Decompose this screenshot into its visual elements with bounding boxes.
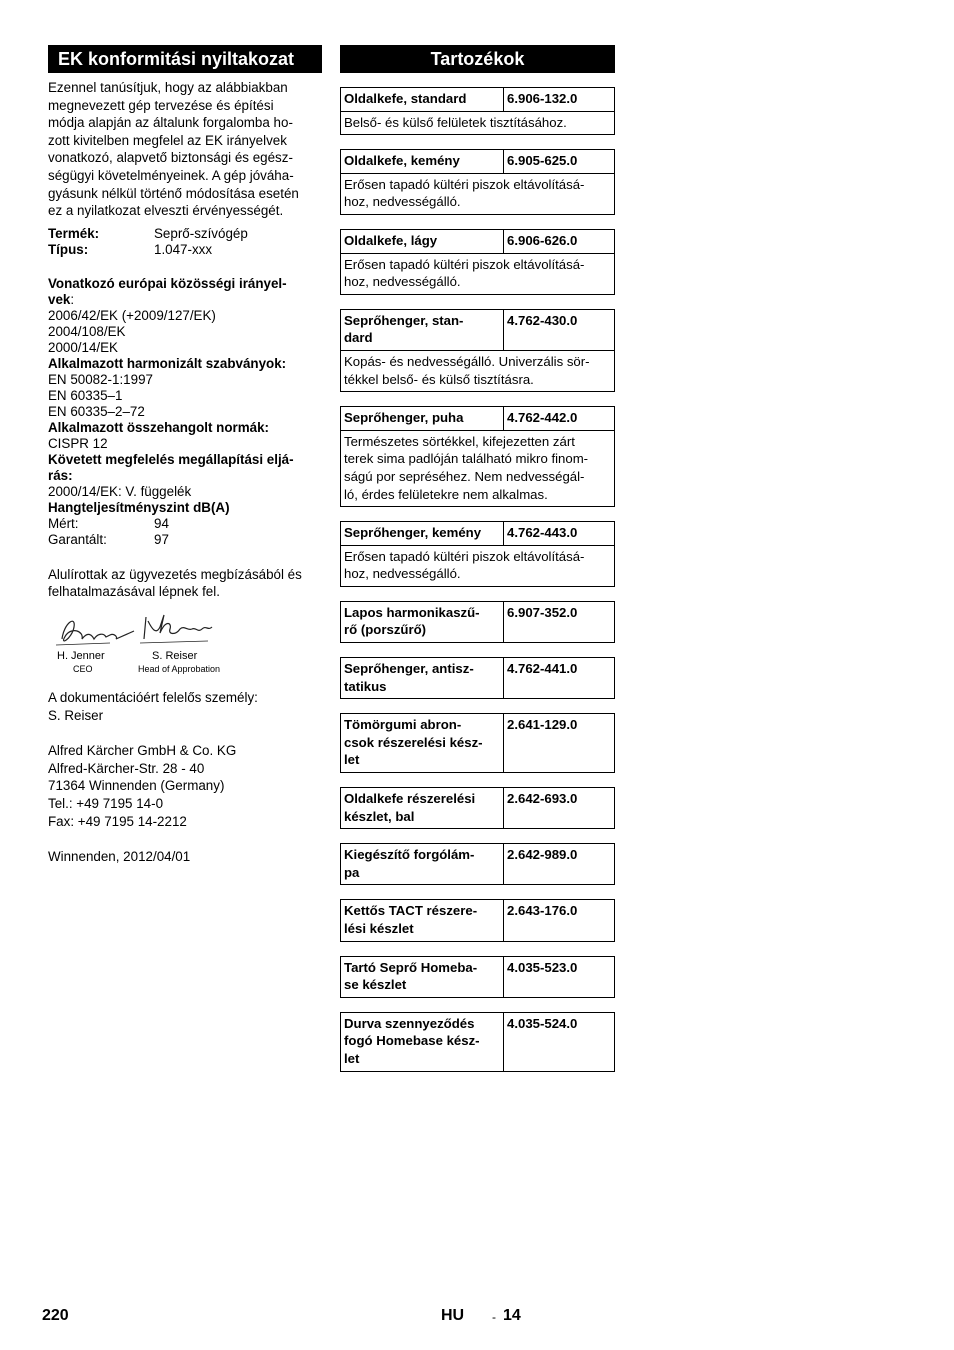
accessory-header-row <box>341 88 614 111</box>
accessory-name <box>341 522 504 545</box>
accessory-description-line: hoz, nedvességálló. <box>344 566 461 582</box>
address-line: Alfred-Kärcher-Str. 28 - 40 <box>48 760 205 776</box>
accessory-name <box>341 1013 504 1071</box>
accessory-description <box>341 545 614 586</box>
accessory-order-number: 2.641-129.0 <box>507 717 578 733</box>
accessory-name-line: Oldalkefe, standard <box>344 91 467 106</box>
place-date: Winnenden, 2012/04/01 <box>48 849 191 865</box>
accessory-name-line: Seprőhenger, kemény <box>344 525 482 541</box>
accessory-item <box>340 309 615 392</box>
page-number: 220 <box>42 1307 69 1324</box>
address-line: Fax: +49 7195 14-2212 <box>48 813 187 829</box>
accessory-name-line: dard <box>344 330 373 346</box>
accessory-item <box>340 713 615 773</box>
accessory-order-number: 6.907-352.0 <box>507 604 578 620</box>
accessory-description-line: hoz, nedvességálló. <box>344 274 461 290</box>
accessory-description-line: Természetes sörtékkel, kifejezetten zárt <box>344 433 575 449</box>
accessory-name <box>341 88 504 111</box>
standard-item: EN 50082-1:1997 <box>48 371 153 387</box>
directives-heading-cont: vek <box>48 291 71 307</box>
accessory-description-line: Kopás- és nedvességálló. Univerzális sör- <box>344 353 590 369</box>
directives-colon: : <box>70 291 75 307</box>
accessory-item <box>340 899 615 941</box>
measured-row <box>48 516 322 532</box>
type-label: Típus: <box>48 241 89 257</box>
accessory-name-line: pa <box>344 864 360 880</box>
signer-2-name: S. Reiser <box>152 649 198 662</box>
accessory-item <box>340 149 615 215</box>
accessories-list <box>340 87 615 1072</box>
accessory-description <box>341 173 614 214</box>
standard-item: EN 60335–1 <box>48 387 123 403</box>
intro-line: ez a nyilatkozat elveszti érvényességét. <box>48 203 284 219</box>
accessory-name-line: Seprőhenger, antisz- <box>344 661 474 677</box>
intro-line: zott kivitelben megfelel az EK irányelvek <box>48 132 287 148</box>
accessory-order-number: 2.642-989.0 <box>507 847 578 863</box>
product-label: Termék: <box>48 225 100 241</box>
accessory-item <box>340 601 615 643</box>
accessory-order-number: 6.905-625.0 <box>507 153 578 169</box>
doc-responsible-line: A dokumentációért felelős személy: <box>48 689 258 705</box>
norms-heading: Alkalmazott összehangolt normák: <box>48 419 269 435</box>
accessory-name-line: let <box>344 1050 360 1066</box>
regulatory-info <box>48 276 322 548</box>
accessory-order-number: 4.035-524.0 <box>507 1015 578 1031</box>
address-line: Alfred Kärcher GmbH & Co. KG <box>48 743 237 759</box>
accessory-item <box>340 87 615 135</box>
accessory-header-row <box>341 407 614 430</box>
accessory-name <box>341 407 504 430</box>
signed-line: felhatalmazásával lépnek fel. <box>48 584 220 600</box>
accessory-item <box>340 229 615 295</box>
product-value: Seprő-szívógép <box>154 225 248 241</box>
accessory-order-number: 4.762-443.0 <box>507 525 578 541</box>
sub-page-number: 14 <box>503 1307 521 1324</box>
address-line: Tel.: +49 7195 14-0 <box>48 795 164 811</box>
doc-responsible-line: S. Reiser <box>48 707 104 723</box>
accessory-name-line: se készlet <box>344 977 407 993</box>
guaranteed-value: 97 <box>154 531 169 547</box>
accessory-name-line: Kiegészítő forgólám- <box>344 847 475 863</box>
declaration-title: EK konformitási nyiltakozat <box>48 45 322 73</box>
accessory-name-line: Durva szennyeződés <box>344 1015 475 1031</box>
directives-heading: Vonatkozó európai közösségi irányel- <box>48 275 287 291</box>
accessory-name <box>341 602 504 642</box>
accessory-order-number: 4.035-523.0 <box>507 959 578 975</box>
accessory-name-line: Seprőhenger, puha <box>344 410 464 426</box>
accessory-name-line: lési készlet <box>344 921 414 936</box>
intro-line: Ezennel tanúsítjuk, hogy az alábbiakban <box>48 80 288 95</box>
accessory-header-row <box>341 522 614 545</box>
accessory-name-line: Seprőhenger, stan- <box>344 312 464 328</box>
language-code: HU <box>441 1307 465 1324</box>
accessory-header-row <box>341 310 614 350</box>
accessory-name <box>341 957 504 997</box>
accessory-name-line: csok részerelési kész- <box>344 734 483 750</box>
accessory-item <box>340 956 615 998</box>
intro-line: módja alapján az általunk forgalomba ho- <box>48 115 293 131</box>
accessory-description-line: Belső- és külső felületek tisztításához. <box>344 114 567 130</box>
accessory-header-row <box>341 844 614 884</box>
accessory-order-number: 2.642-693.0 <box>507 791 578 807</box>
declaration-column <box>48 45 322 866</box>
signature-jenner-image <box>48 609 248 653</box>
accessory-header-row <box>341 714 614 772</box>
accessory-name-line: tatikus <box>344 678 387 694</box>
signer-1-role: CEO <box>73 663 93 674</box>
accessory-name <box>341 788 504 828</box>
sound-heading: Hangteljesítményszint dB(A) <box>48 499 230 515</box>
directive-item: 2004/108/EK <box>48 323 126 339</box>
directive-item: 2000/14/EK <box>48 339 118 355</box>
accessory-description <box>341 111 614 135</box>
accessory-name-line: Oldalkefe, lágy <box>344 232 438 248</box>
measured-value: 94 <box>154 515 169 531</box>
procedure-heading: Követett megfelelés megállapítási eljá- <box>48 451 294 467</box>
accessory-name <box>341 310 504 350</box>
address-line: 71364 Winnenden (Germany) <box>48 778 225 794</box>
doc-responsible <box>48 689 322 724</box>
accessory-header-row <box>341 602 614 642</box>
procedure-value: 2000/14/EK: V. függelék <box>48 483 192 499</box>
norm-item: CISPR 12 <box>48 435 108 451</box>
accessory-name <box>341 230 504 253</box>
accessory-item <box>340 406 615 507</box>
product-row <box>48 226 322 242</box>
accessory-header-row <box>341 788 614 828</box>
intro-line: vonatkozó, alapvető biztonsági és egész- <box>48 150 293 166</box>
accessory-description <box>341 350 614 391</box>
accessory-name-line: Oldalkefe részerelési <box>344 791 476 807</box>
procedure-heading-cont: rás: <box>48 467 73 483</box>
accessories-title: Tartozékok <box>340 45 615 73</box>
accessory-item <box>340 787 615 829</box>
accessory-description-line: tékkel belső- és külső tisztításra. <box>344 371 534 387</box>
accessory-header-row <box>341 900 614 940</box>
type-row <box>48 242 322 258</box>
accessory-description-line: terek sima padlóján található mikro finom- <box>344 451 589 467</box>
accessory-description-line: ságú por sepréséhez. Nem nedvességál- <box>344 468 585 484</box>
accessory-order-number: 4.762-442.0 <box>507 410 578 426</box>
accessory-order-number: 4.762-441.0 <box>507 661 578 677</box>
type-value: 1.047-xxx <box>154 241 213 257</box>
accessories-column <box>340 45 615 1072</box>
accessory-name-line: Kettős TACT részere- <box>344 903 478 919</box>
page-dash: - <box>492 1310 496 1324</box>
intro-line: gyásunk nélkül történő módosítása esetén <box>48 185 299 201</box>
accessory-header-row <box>341 957 614 997</box>
signatures <box>48 609 322 679</box>
directive-item: 2006/42/EK (+2009/127/EK) <box>48 307 216 323</box>
product-info <box>48 226 322 258</box>
accessory-description <box>341 253 614 294</box>
accessory-name-line: Tartó Seprő Homeba- <box>344 959 478 975</box>
intro-line: ségügyi követelményeinek. A gép jóváha- <box>48 167 294 183</box>
accessory-order-number: 2.643-176.0 <box>507 903 578 919</box>
accessory-header-row <box>341 230 614 253</box>
accessory-description-line: Erősen tapadó kültéri piszok eltávolításá- <box>344 548 585 564</box>
accessory-header-row <box>341 150 614 173</box>
accessory-description <box>341 430 614 506</box>
guaranteed-label: Garantált: <box>48 531 107 547</box>
intro-line: megnevezett gép tervezése és építési <box>48 97 274 113</box>
standard-item: EN 60335–2–72 <box>48 403 145 419</box>
accessory-name <box>341 658 504 698</box>
accessory-name-line: rő (porszűrő) <box>344 622 427 638</box>
accessory-header-row <box>341 658 614 698</box>
accessory-description-line: Erősen tapadó kültéri piszok eltávolításá- <box>344 256 585 272</box>
accessory-name-line: fogó Homebase kész- <box>344 1033 480 1049</box>
accessory-name-line: let <box>344 752 360 768</box>
signed-line: Alulírottak az ügyvezetés megbízásából és <box>48 566 302 582</box>
accessory-name-line: Oldalkefe, kemény <box>344 153 460 169</box>
accessory-order-number: 6.906-132.0 <box>507 91 578 106</box>
guaranteed-row <box>48 532 322 548</box>
accessory-description-line: Erősen tapadó kültéri piszok eltávolításá- <box>344 176 585 192</box>
accessory-header-row <box>341 1013 614 1071</box>
accessory-name <box>341 900 504 940</box>
company-address <box>48 742 322 830</box>
standards-heading: Alkalmazott harmonizált szabványok: <box>48 355 287 371</box>
accessory-item <box>340 521 615 587</box>
intro-text <box>48 79 322 220</box>
measured-label: Mért: <box>48 515 79 531</box>
accessory-description-line: ló, érdes felületekre nem alkalmas. <box>344 486 548 502</box>
accessory-item <box>340 657 615 699</box>
accessory-order-number: 6.906-626.0 <box>507 232 578 248</box>
accessory-name <box>341 150 504 173</box>
accessory-name-line: készlet, bal <box>344 808 415 824</box>
accessory-item <box>340 1012 615 1072</box>
accessory-order-number: 4.762-430.0 <box>507 312 578 328</box>
accessory-name-line: Tömörgumi abron- <box>344 717 462 733</box>
signer-1-name: H. Jenner <box>57 649 105 662</box>
signer-2-role: Head of Approbation <box>138 663 221 674</box>
accessory-name <box>341 844 504 884</box>
accessory-item <box>340 843 615 885</box>
accessory-name <box>341 714 504 772</box>
accessory-name-line: Lapos harmonikaszű- <box>344 604 480 620</box>
accessory-description-line: hoz, nedvességálló. <box>344 194 461 210</box>
signed-statement <box>48 566 322 601</box>
